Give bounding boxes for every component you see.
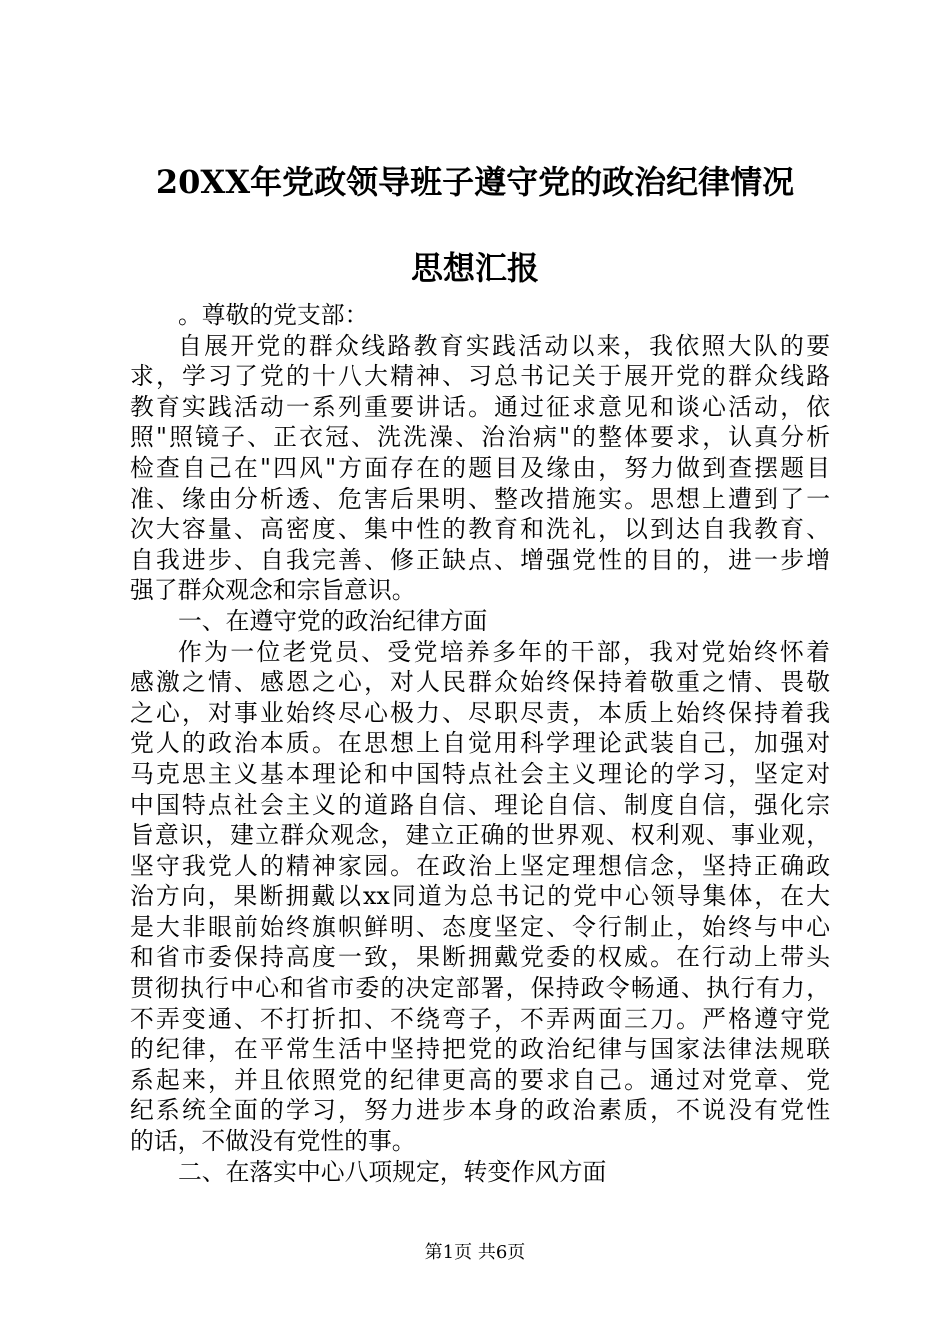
body-line: 马克思主义基本理论和中国特点社会主义理论的学习，坚定对 (130, 759, 830, 788)
body-line: 党人的政治本质。在思想上自觉用科学理论武装自己，加强对 (130, 729, 830, 758)
body-line: 和省市委保持高度一致，果断拥戴党委的权威。在行动上带头 (130, 943, 830, 972)
body-line: 求，学习了党的十八大精神、习总书记关于展开党的群众线路 (130, 362, 830, 391)
body-line: 系起来，并且依照党的纪律更高的要求自己。通过对党章、党 (130, 1065, 830, 1094)
body-line: 感激之情、感恩之心，对人民群众始终保持着敬重之情、畏敬 (130, 668, 830, 697)
document-body (130, 300, 830, 1187)
body-line: 教育实践活动一系列重要讲话。通过征求意见和谈心活动，依 (130, 392, 830, 421)
document-title-line-2: 思想汇报 (410, 249, 539, 287)
body-line: 作为一位老党员、受党培养多年的干部，我对党始终怀着 (178, 637, 830, 666)
body-line: 照"照镜子、正衣冠、洗洗澡、治治病"的整体要求，认真分析 (130, 423, 830, 452)
body-line: 自展开党的群众线路教育实践活动以来，我依照大队的要 (178, 331, 830, 360)
body-line: 检查自己在"四风"方面存在的题目及缘由，努力做到查摆题目 (130, 453, 830, 482)
body-line: 是大非眼前始终旗帜鲜明、态度坚定、令行制止，始终与中心 (130, 912, 830, 941)
body-line: 旨意识，建立群众观念，建立正确的世界观、权利观、事业观， (130, 821, 830, 850)
body-line: 之心，对事业始终尽心极力、尽职尽责，本质上始终保持着我 (130, 698, 830, 727)
section-heading: 一、在遵守党的政治纪律方面 (178, 606, 488, 635)
section-heading: 二、在落实中心八项规定，转变作风方面 (178, 1157, 607, 1186)
body-line: 的纪律，在平常生活中坚持把党的政治纪律与国家法律法规联 (130, 1035, 830, 1064)
body-line: 坚守我党人的精神家园。在政治上坚定理想信念，坚持正确政 (130, 851, 830, 880)
body-line: 纪系统全面的学习，努力进步本身的政治素质，不说没有党性 (130, 1096, 830, 1125)
body-line: 不弄变通、不打折扣、不绕弯子，不弄两面三刀。严格遵守党 (130, 1004, 830, 1033)
body-line: 中国特点社会主义的道路自信、理论自信、制度自信，强化宗 (130, 790, 830, 819)
salutation: 。尊敬的党支部： (178, 301, 369, 329)
body-line: 贯彻执行中心和省市委的决定部署，保持政令畅通、执行有力， (130, 974, 830, 1003)
body-line: 自我进步、自我完善、修正缺点、增强党性的目的，进一步增 (130, 545, 830, 574)
body-line: 治方向，果断拥戴以xx同道为总书记的党中心领导集体，在大 (130, 882, 830, 911)
document-title-line-1: 20XX年党政领导班子遵守党的政治纪律情况 (155, 163, 795, 201)
body-line: 强了群众观念和宗旨意识。 (130, 576, 416, 605)
body-line: 准、缘由分析透、危害后果明、整改措施实。思想上遭到了一 (130, 484, 830, 513)
body-line: 次大容量、高密度、集中性的教育和洗礼，以到达自我教育、 (130, 515, 830, 544)
page-number-footer: 第1页 共6页 (424, 1242, 526, 1263)
body-line: 的话，不做没有党性的事。 (130, 1127, 416, 1156)
